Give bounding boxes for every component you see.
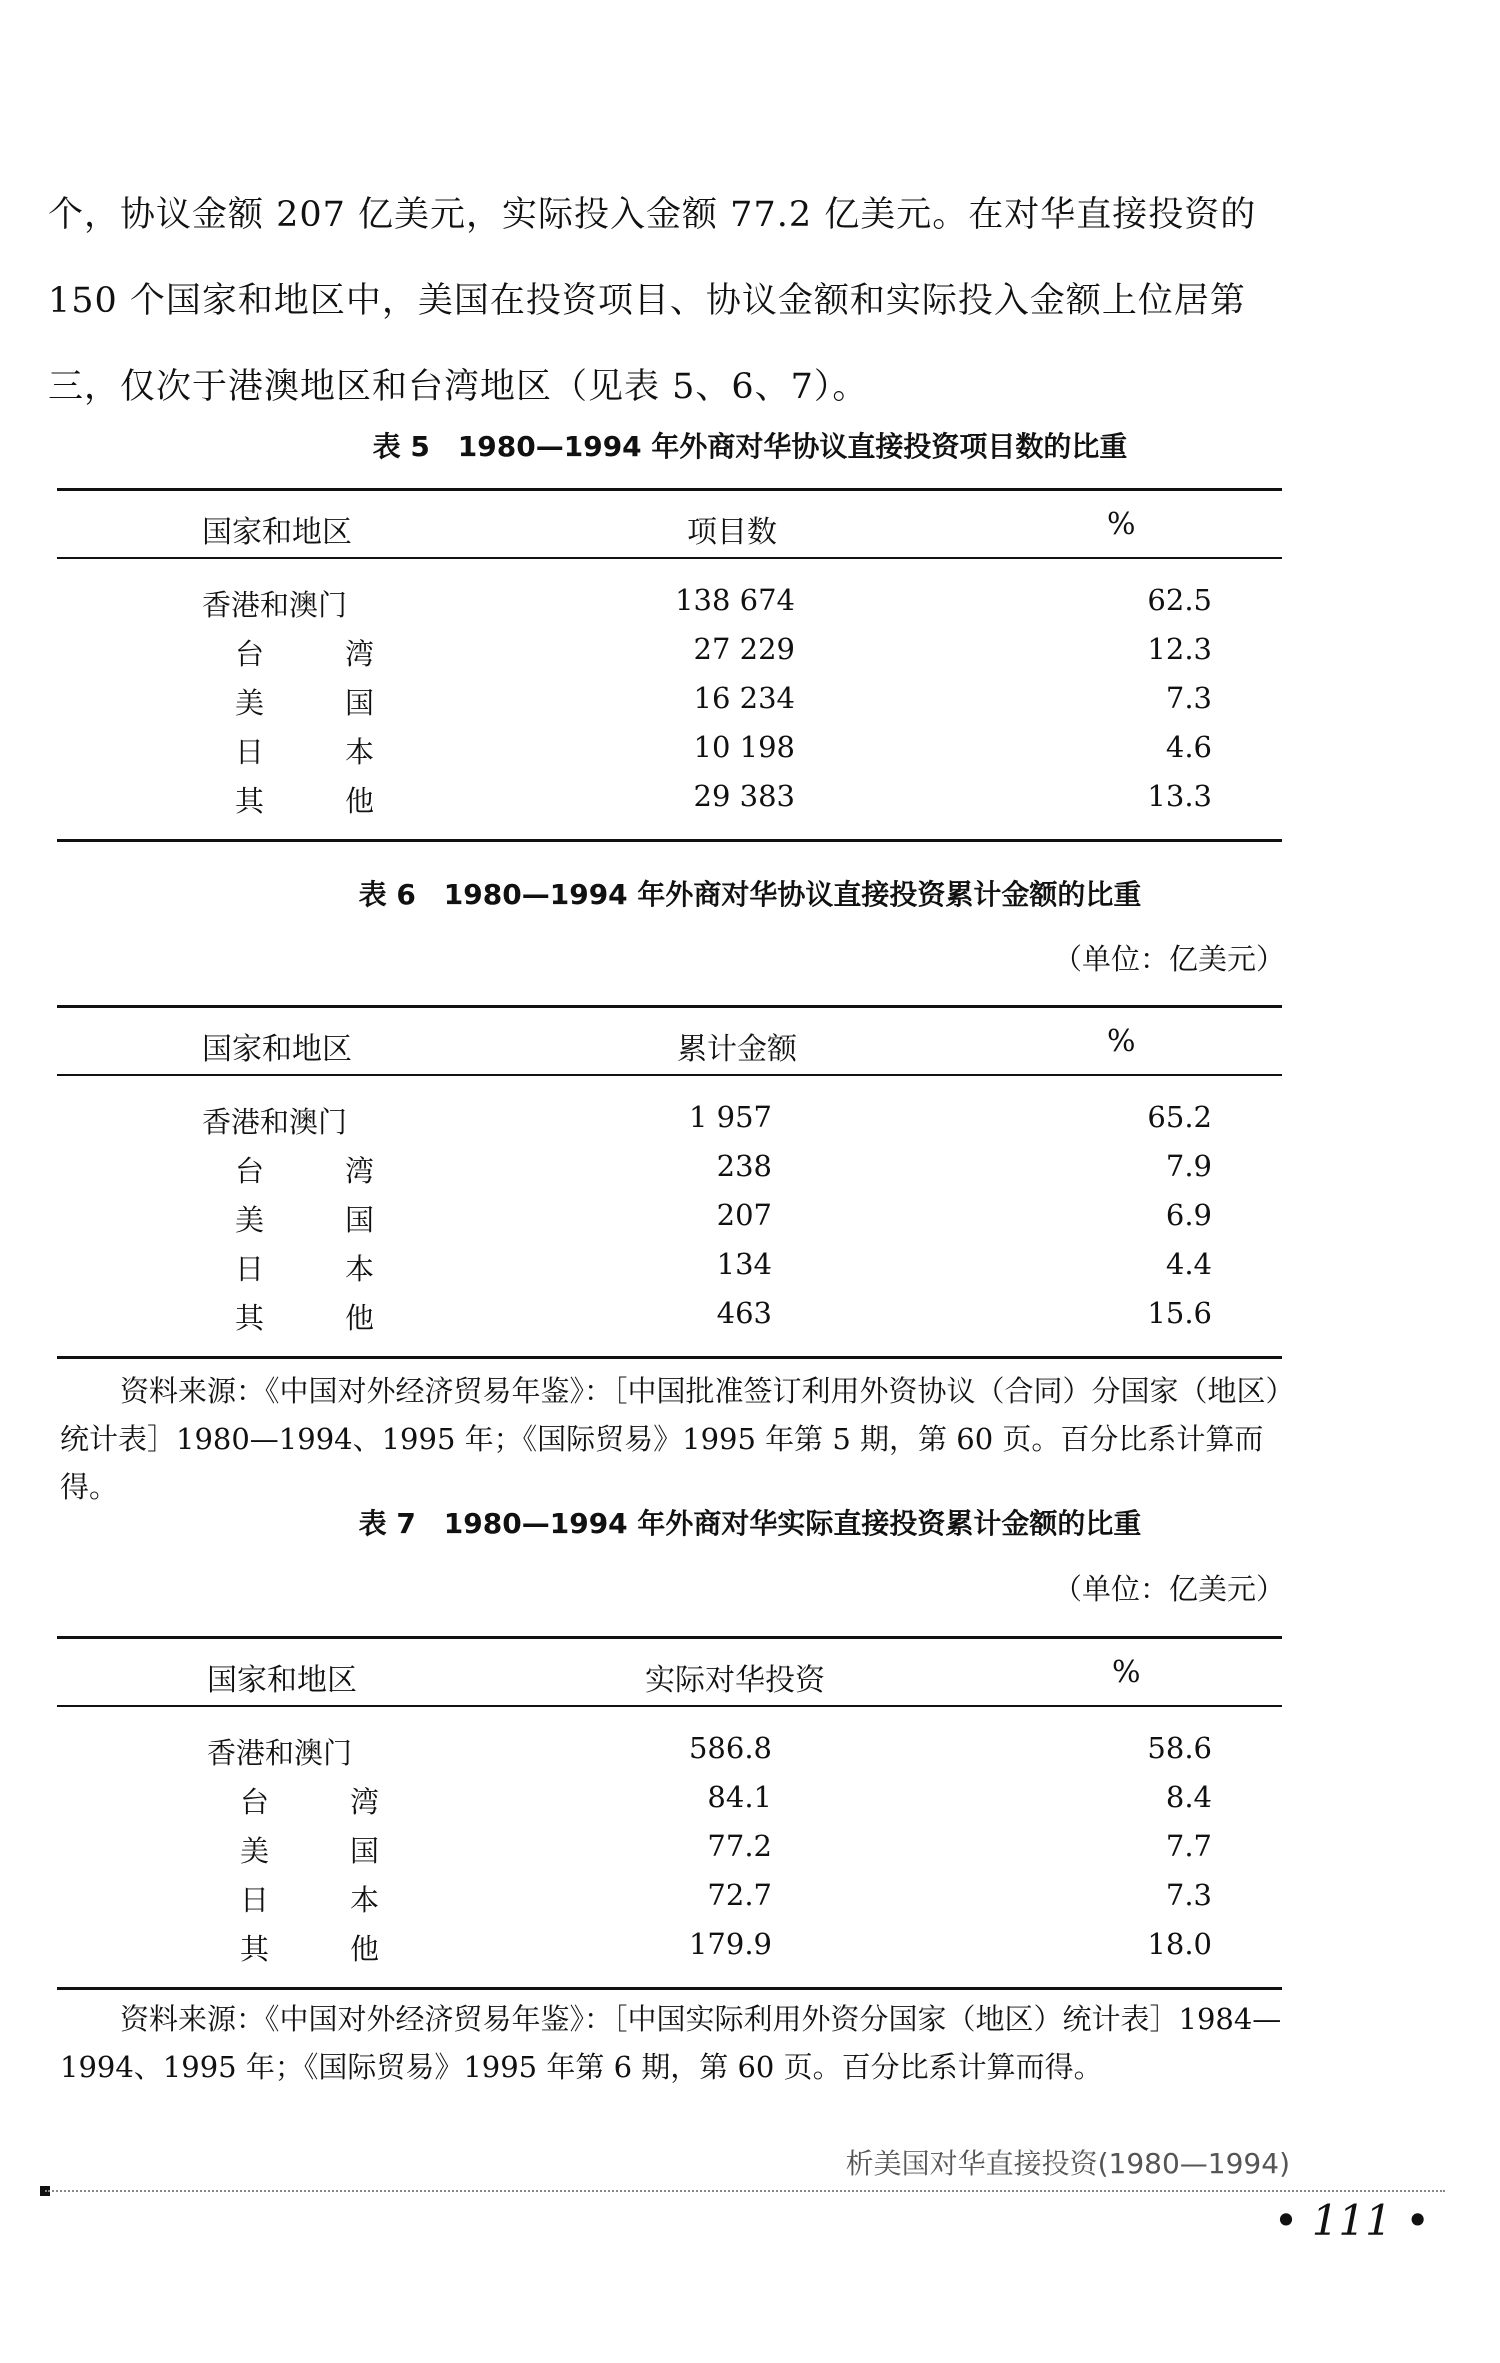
header-percent: %: [1112, 1655, 1141, 1690]
table-7-caption: 表 7 1980—1994 年外商对华实际直接投资累计金额的比重: [358, 1507, 1142, 1540]
cell-value: 134: [716, 1247, 772, 1281]
cell-region: 其 他: [240, 1932, 406, 1966]
table-7-unit: （单位：亿美元）: [1052, 1572, 1285, 1606]
table-body: [57, 1707, 1282, 1987]
cell-value: 1 957: [688, 1100, 772, 1134]
cell-value: 72.7: [707, 1878, 772, 1912]
cell-region: 其 他: [235, 784, 401, 818]
cell-percent: 62.5: [1147, 583, 1212, 617]
cell-percent: 18.0: [1147, 1927, 1212, 1961]
table-6-unit: （单位：亿美元）: [1052, 942, 1285, 976]
table-6-source: 资料来源：《中国对外经济贸易年鉴》：［中国批准签订利用外资协议（合同）分国家（地区）统计表］1980—1994、1995 年；《国际贸易》1995 年第 5 期，第 60 页。百分比系计算而得。: [60, 1374, 1281, 1504]
cell-percent: 13.3: [1147, 779, 1212, 813]
cell-region: 日 本: [235, 1252, 401, 1286]
table-header: [57, 491, 1282, 559]
cell-region: 美 国: [235, 686, 401, 720]
cell-region: 日 本: [235, 735, 401, 769]
cell-percent: 65.2: [1147, 1100, 1212, 1134]
header-region: 国家和地区: [202, 1032, 352, 1067]
cell-percent: 58.6: [1147, 1731, 1212, 1765]
cell-region: 美 国: [235, 1203, 401, 1237]
header-amount: 累计金额: [677, 1032, 797, 1067]
table-7: [57, 1636, 1282, 1990]
footer-rule: [45, 2190, 1445, 2192]
cell-value: 84.1: [707, 1780, 772, 1814]
cell-value: 179.9: [688, 1927, 772, 1961]
cell-value: 207: [716, 1198, 772, 1232]
cell-value: 138 674: [675, 583, 795, 617]
cell-region: 美 国: [240, 1834, 406, 1868]
cell-percent: 15.6: [1147, 1296, 1212, 1330]
running-head: 析美国对华直接投资(1980—1994): [845, 2147, 1290, 2180]
table-5-caption: 表 5 1980—1994 年外商对华协议直接投资项目数的比重: [372, 430, 1128, 463]
cell-value: 77.2: [707, 1829, 772, 1863]
header-region: 国家和地区: [207, 1663, 357, 1698]
cell-percent: 7.3: [1165, 1878, 1212, 1912]
cell-value: 16 234: [693, 681, 795, 715]
header-percent: %: [1107, 507, 1136, 542]
cell-value: 586.8: [688, 1731, 772, 1765]
cell-region: 日 本: [240, 1883, 406, 1917]
cell-value: 27 229: [693, 632, 795, 666]
table-7-source: 资料来源：《中国对外经济贸易年鉴》：［中国实际利用外资分国家（地区）统计表］1984—1994、1995 年；《国际贸易》1995 年第 6 期，第 60 页。百分比系计算而得。: [60, 2002, 1282, 2084]
cell-region: 台 湾: [240, 1785, 406, 1819]
cell-region: 香港和澳门: [202, 1105, 348, 1139]
header-count: 项目数: [687, 515, 777, 550]
table-6: [57, 1005, 1282, 1359]
cell-percent: 4.6: [1165, 730, 1212, 764]
table-6-caption: 表 6 1980—1994 年外商对华协议直接投资累计金额的比重: [358, 878, 1142, 911]
header-actual: 实际对华投资: [645, 1663, 825, 1698]
table-header: [57, 1639, 1282, 1707]
cell-percent: 12.3: [1147, 632, 1212, 666]
cell-region: 香港和澳门: [202, 588, 348, 622]
cell-value: 238: [716, 1149, 772, 1183]
cell-region: 其 他: [235, 1301, 401, 1335]
cell-percent: 7.9: [1165, 1149, 1212, 1183]
cell-value: 29 383: [693, 779, 795, 813]
paragraph-line: 个，协议金额 207 亿美元，实际投入金额 77.2 亿美元。在对华直接投资的: [48, 195, 1257, 235]
cell-region: 台 湾: [235, 1154, 401, 1188]
cell-region: 台 湾: [235, 637, 401, 671]
cell-value: 10 198: [693, 730, 795, 764]
body-paragraph: [48, 172, 1288, 430]
cell-percent: 8.4: [1165, 1780, 1212, 1814]
cell-percent: 6.9: [1165, 1198, 1212, 1232]
table-body: [57, 559, 1282, 839]
page-number: • 111 •: [1273, 2196, 1430, 2245]
cell-value: 463: [716, 1296, 772, 1330]
table-header: [57, 1008, 1282, 1076]
header-region: 国家和地区: [202, 515, 352, 550]
table-5: [57, 488, 1282, 842]
cell-percent: 4.4: [1165, 1247, 1212, 1281]
paragraph-line: 150 个国家和地区中，美国在投资项目、协议金额和实际投入金额上位居第: [48, 281, 1246, 321]
cell-percent: 7.3: [1165, 681, 1212, 715]
paragraph-line: 三，仅次于港澳地区和台湾地区（见表 5、6、7）。: [48, 367, 869, 407]
header-percent: %: [1107, 1024, 1136, 1059]
cell-percent: 7.7: [1165, 1829, 1212, 1863]
cell-region: 香港和澳门: [207, 1736, 353, 1770]
table-body: [57, 1076, 1282, 1356]
